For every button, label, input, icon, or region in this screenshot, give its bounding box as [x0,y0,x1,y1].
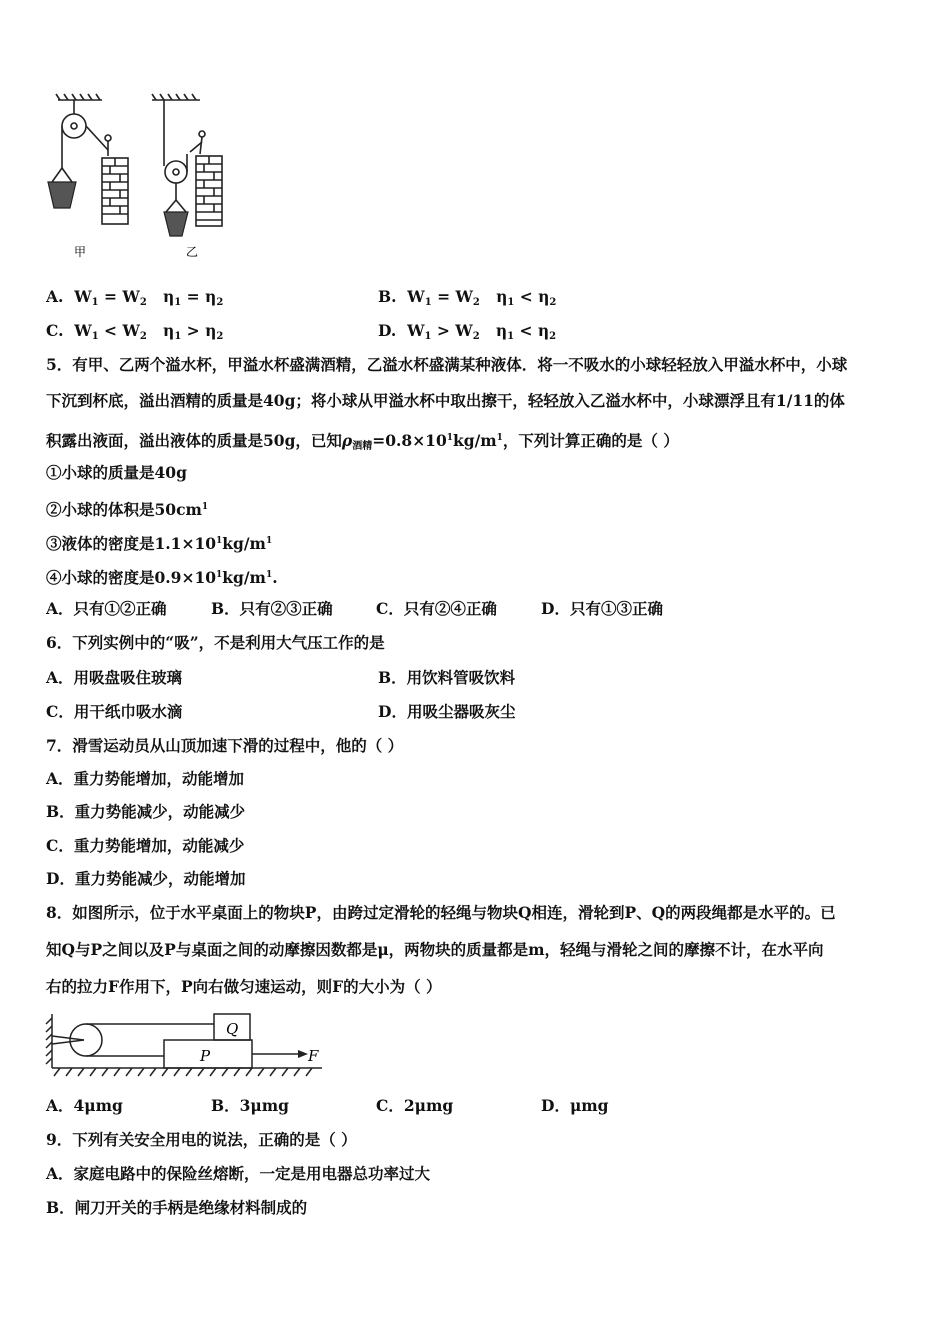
q7-option-d[interactable]: D．重力势能减少，动能增加 [46,869,246,888]
q4-option-b[interactable]: B. $W_1 = W_2$ $\eta_1 < \eta_2$ [378,287,557,308]
force-f-label: F [308,1047,319,1065]
q6-option-c[interactable]: C．用干纸巾吸水滴 [46,702,183,721]
q5-option-c[interactable]: C．只有②④正确 [376,599,497,618]
force-arrow-head [298,1050,308,1058]
q8-option-b[interactable]: B．3μmg [211,1096,289,1115]
figure-label-right: 乙 [186,245,199,259]
left-bucket-shape [48,182,76,208]
q4-option-a[interactable]: A. $W_1 = W_2$ $\eta_1 = \eta_2$ [46,287,224,308]
q6-option-a[interactable]: A．用吸盘吸住玻璃 [46,668,183,687]
block-p-label: P [200,1047,211,1065]
q5-option-b[interactable]: B．只有②③正确 [211,599,333,618]
right-bucket-shape [164,212,188,236]
q5-statement-1: ①小球的质量是40g [46,463,187,482]
q5-statement-3: ③液体的密度是$1.1\times 10^1kg/m^1$ [46,534,273,553]
q6-option-d[interactable]: D．用吸尘器吸灰尘 [378,702,516,721]
q5-stem-line-1: 5．有甲、乙两个溢水杯，甲溢水杯盛满酒精，乙溢水杯盛满某种液体．将一不吸水的小球轻轻放入甲溢水杯中，小球 [46,355,848,374]
q7-option-a[interactable]: A．重力势能增加，动能增加 [46,769,245,788]
q7-option-b[interactable]: B．重力势能减少，动能减少 [46,802,246,821]
figure-label-left: 甲 [74,245,87,259]
block-q-label: Q [226,1020,239,1038]
q8-stem-line-1: 8．如图所示，位于水平桌面上的物块P，由跨过定滑轮的轻绳与物块Q相连，滑轮到P、Q的两段绳都是水平的。已 [46,903,836,922]
q8-option-a[interactable]: A．4μmg [46,1096,123,1115]
q9-option-b[interactable]: B．闸刀开关的手柄是绝缘材料制成的 [46,1198,308,1217]
q8-stem-line-3: 右的拉力F作用下，P向右做匀速运动，则F的大小为（ ） [46,977,442,996]
q8-option-c[interactable]: C．2μmg [376,1096,454,1115]
q5-stem-line-3: 积露出液面，溢出液体的质量是50g，已知$\rho_{酒精}=0.8\times 10^1kg/m^1$，下列计算正确的是（ ） [46,431,679,452]
q9-option-a[interactable]: A．家庭电路中的保险丝熔断，一定是用电器总功率过大 [46,1164,431,1183]
q7-stem: 7．滑雪运动员从山顶加速下滑的过程中，他的（ ） [46,736,404,755]
q6-stem: 6．下列实例中的“吸”，不是利用大气压工作的是 [46,633,385,652]
pulley-figure [40,92,240,267]
q5-option-d[interactable]: D．只有①③正确 [541,599,663,618]
q5-option-a[interactable]: A．只有①②正确 [46,599,167,618]
q8-stem-line-2: 知Q与P之间以及P与桌面之间的动摩擦因数都是μ，两物块的质量都是m，轻绳与滑轮之间的摩擦不计，在水平向 [46,940,824,959]
q5-stem-line-2: 下沉到杯底，溢出酒精的质量是40g；将小球从甲溢水杯中取出擦干，轻轻放入乙溢水杯中，小球漂浮且有1/11的体 [46,391,845,410]
q9-stem: 9．下列有关安全用电的说法，正确的是（ ） [46,1130,357,1149]
q7-option-c[interactable]: C．重力势能增加，动能减少 [46,836,245,855]
q6-option-b[interactable]: B．用饮料管吸饮料 [378,668,516,687]
q5-statement-4: ④小球的密度是$0.9\times 10^1kg/m^1$. [46,568,278,587]
block-pulley-figure [40,1010,330,1082]
q4-option-d[interactable]: D. $W_1 > W_2$ $\eta_1 < \eta_2$ [378,321,557,342]
q8-option-d[interactable]: D．μmg [541,1096,609,1115]
q4-option-c[interactable]: C. $W_1 < W_2$ $\eta_1 > \eta_2$ [46,321,224,342]
q5-statement-2: ②小球的体积是$50cm^1$ [46,500,209,519]
